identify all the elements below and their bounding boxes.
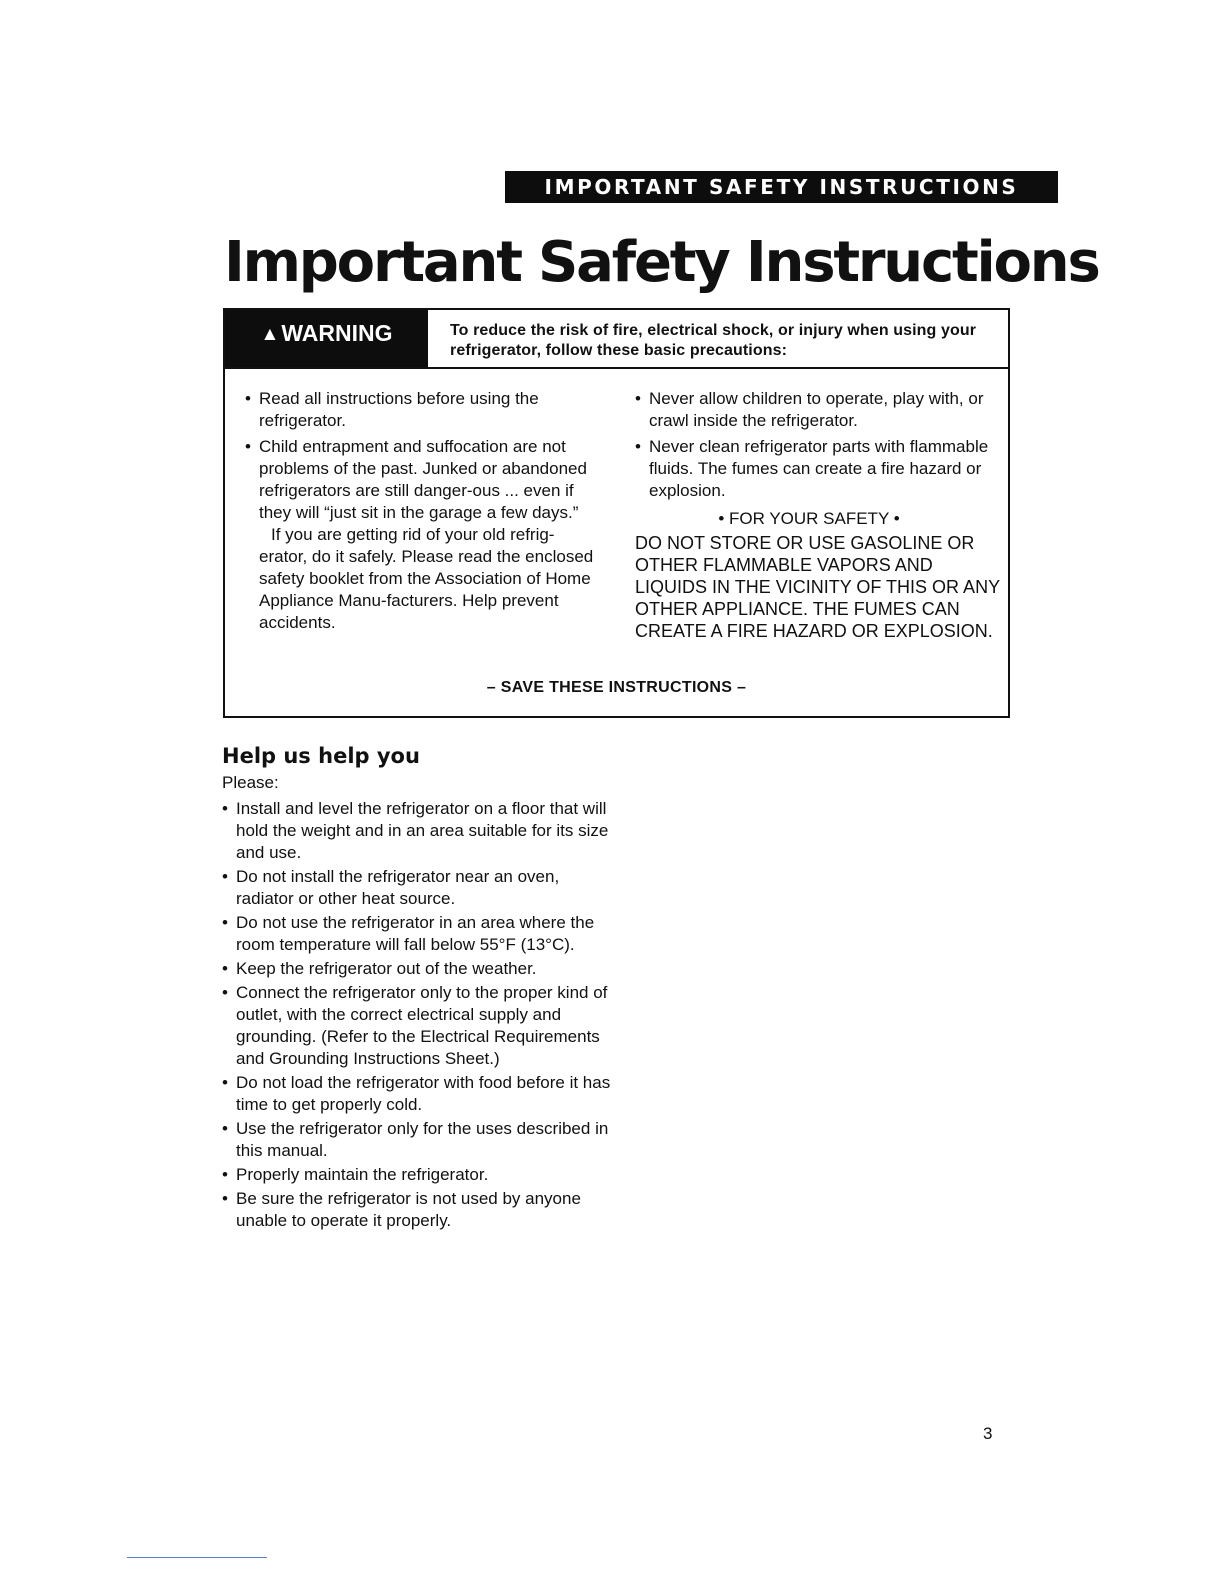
warning-box xyxy=(223,308,1010,718)
list-item: • Do not install the refrigerator near an oven, radiator or other heat source. xyxy=(222,867,560,908)
bullet-icon: • xyxy=(222,1189,228,1208)
warning-header xyxy=(225,310,1008,369)
list-item: • Properly maintain the refrigerator. xyxy=(222,1165,489,1184)
bullet-icon: • xyxy=(222,959,228,978)
list-item: • Keep the refrigerator out of the weather. xyxy=(222,959,537,978)
section-banner: IMPORTANT SAFETY INSTRUCTIONS xyxy=(505,171,1058,203)
help-intro: Please: xyxy=(222,773,279,792)
bullet-icon: • xyxy=(222,983,228,1002)
warning-label: WARNING xyxy=(281,320,393,346)
bullet-icon: • xyxy=(635,389,641,408)
warning-intro: To reduce the risk of fire, electrical shock, or injury when using your refrigerator, follow these basic precautions: xyxy=(450,322,977,359)
bullet-icon: • xyxy=(222,799,228,818)
warning-item: • Never allow children to operate, play with, or crawl inside the refrigerator. xyxy=(635,389,984,430)
warning-item: • Never clean refrigerator parts with flammable fluids. The fumes can create a fire hazard or explosion. xyxy=(635,437,989,500)
list-item: • Be sure the refrigerator is not used by anyone unable to operate it properly. xyxy=(222,1189,581,1230)
warning-badge xyxy=(225,310,428,367)
list-item: • Connect the refrigerator only to the proper kind of outlet, with the correct electrical supply and grounding. (Refer to the Electrical Requirements and Grounding Instructions Sheet.) xyxy=(222,983,608,1068)
list-item: • Use the refrigerator only for the uses described in this manual. xyxy=(222,1119,609,1160)
list-item: • Do not use the refrigerator in an area where the room temperature will fall below 55°F (13°C). xyxy=(222,913,595,954)
help-section xyxy=(222,742,612,1234)
list-item: • Install and level the refrigerator on a floor that will hold the weight and in an area suitable for its size and use. xyxy=(222,799,609,862)
bullet-icon: • xyxy=(222,867,228,886)
bullet-icon: • xyxy=(245,389,251,408)
footer-divider xyxy=(127,1557,267,1558)
page-number: 3 xyxy=(983,1424,993,1443)
bullet-icon: • xyxy=(222,913,228,932)
warning-item: • Child entrapment and suffocation are not problems of the past. Junked or abandoned refrigerators are still danger-ous ... even if they will “just sit in the garage a few days.” xyxy=(245,437,587,522)
bullet-icon: • xyxy=(222,1073,228,1092)
warning-item: • Read all instructions before using the refrigerator. xyxy=(245,389,539,430)
bullet-icon: • xyxy=(222,1165,228,1184)
safety-heading: • FOR YOUR SAFETY • xyxy=(718,509,900,528)
list-item: • Do not load the refrigerator with food before it has time to get properly cold. xyxy=(222,1073,611,1114)
warning-left-column xyxy=(245,388,595,634)
warning-triangle-icon: ▲ xyxy=(260,324,280,345)
page-title: Important Safety Instructions xyxy=(224,230,1099,295)
save-instructions-line: – SAVE THESE INSTRUCTIONS – xyxy=(486,679,747,696)
bullet-icon: • xyxy=(222,1119,228,1138)
warning-right-column xyxy=(635,388,1003,642)
help-list xyxy=(222,798,612,1232)
safety-text: DO NOT STORE OR USE GASOLINE OR OTHER FLAMMABLE VAPORS AND LIQUIDS IN THE VICINITY OF THIS OR ANY OTHER APPLIANCE. THE FUMES CAN CREATE A FIRE HAZARD OR EXPLOSION. xyxy=(635,533,1000,641)
warning-paragraph: If you are getting rid of your old refrig-erator, do it safely. Please read the enclosed safety booklet from the Association of Home Appliance Manu-facturers. Help prevent accidents. xyxy=(259,525,594,632)
bullet-icon: • xyxy=(245,437,251,456)
bullet-icon: • xyxy=(635,437,641,456)
help-heading: Help us help you xyxy=(222,744,420,768)
